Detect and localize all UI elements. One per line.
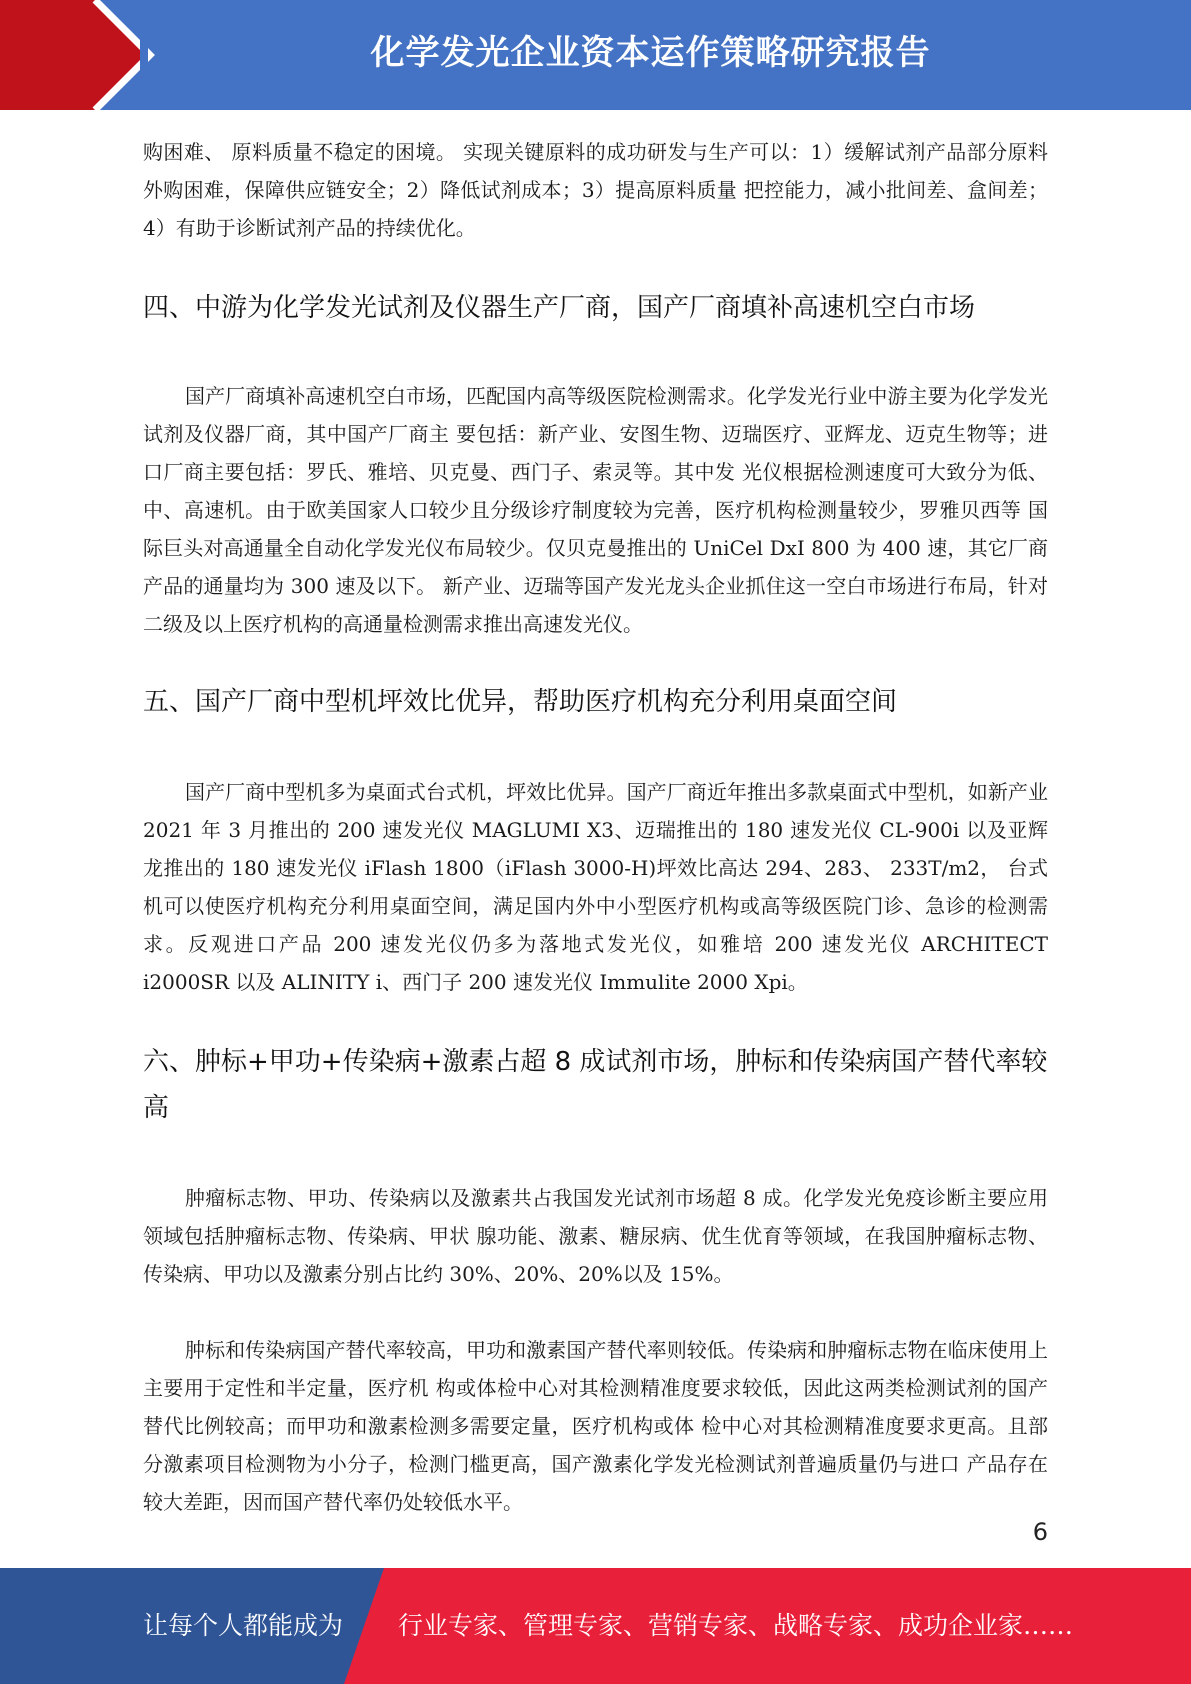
page-body (143, 133, 1048, 1521)
footer-slogan-right: 行业专家、管理专家、营销专家、战略专家、成功企业家…… (398, 1611, 1074, 1640)
paragraph-benchtop: 国产厂商中型机多为桌面式台式机，坪效比优异。国产厂商近年推出多款桌面式中型机，如新产业 2021 年 3 月推出的 200 速发光仪 MAGLUMI X3、迈瑞推出的 180 速发光仪 CL-900i 以及亚辉龙推出的 180 速发光仪 iFlash 1800（iFlash 3000-H)坪效比高达 294、283、 233T/m2， 台式机可以使医疗机构充分利用桌面空间，满足国内外中小型医疗机构或高等级医院门诊、急诊的检测需求。反观进口产品 200 速发光仪仍多为落地式发光仪，如雅培 200 速发光仪 ARCHITECT i2000SR 以及 ALINITY i、西门子 200 速发光仪 Immulite 2000 Xpi。 (143, 780, 1048, 994)
paragraph-substitution-rate: 肿标和传染病国产替代率较高，甲功和激素国产替代率则较低。传染病和肿瘤标志物在临床使用上主要用于定性和半定量，医疗机 构或体检中心对其检测精准度要求较低，因此这两类检测试剂的国产替代比例较高；而甲功和激素检测多需要定量，医疗机构或体 检中心对其检测精准度要求更高。且部分激素项目检测物为小分子，检测门槛更高，国产激素化学发光检测试剂普遍质量仍与进口 产品存在较大差距，因而国产替代率仍处较低水平。 (143, 1338, 1048, 1514)
section-heading-5: 五、国产厂商中型机坪效比优异，帮助医疗机构充分利用桌面空间 (143, 687, 898, 717)
report-title: 化学发光企业资本运作策略研究报告 (370, 33, 931, 73)
page-number: 6 (1032, 1518, 1048, 1546)
paragraph-market-share: 肿瘤标志物、甲功、传染病以及激素共占我国发光试剂市场超 8 成。化学发光免疫诊断主要应用领域包括肿瘤标志物、传染病、甲状 腺功能、激素、糖尿病、优生优育等领域，在我国肿瘤标志物、传染病、甲功以及激素分别占比约 30%、20%、20%以及 15%。 (143, 1186, 1048, 1286)
page-footer (0, 1568, 1191, 1684)
footer-slogan-left: 让每个人都能成为 (143, 1611, 344, 1640)
page-header (0, 0, 1191, 110)
section-heading-6: 六、肿标+甲功+传染病+激素占超 8 成试剂市场，肿标和传染病国产替代率较高 (143, 1047, 1048, 1123)
paragraph-raw-materials: 购困难、 原料质量不稳定的困境。 实现关键原料的成功研发与生产可以：1）缓解试剂产品部分原料外购困难，保障供应链安全；2）降低试剂成本；3）提高原料质量 把控能力，减小批间差、盒间差；4）有助于诊断试剂产品的持续优化。 (143, 140, 1048, 240)
section-heading-4: 四、中游为化学发光试剂及仪器生产厂商，国产厂商填补高速机空白市场 (143, 293, 976, 323)
paragraph-midstream: 国产厂商填补高速机空白市场，匹配国内高等级医院检测需求。化学发光行业中游主要为化学发光试剂及仪器厂商，其中国产厂商主 要包括：新产业、安图生物、迈瑞医疗、亚辉龙、迈克生物等；进口厂商主要包括：罗氏、雅培、贝克曼、西门子、索灵等。其中发 光仪根据检测速度可大致分为低、中、高速机。由于欧美国家人口较少且分级诊疗制度较为完善，医疗机构检测量较少，罗雅贝西等 国际巨头对高通量全自动化学发光仪布局较少。仅贝克曼推出的 UniCel DxI 800 为 400 速，其它厂商产品的通量均为 300 速及以下。 新产业、迈瑞等国产发光龙头企业抓住这一空白市场进行布局，针对二级及以上医疗机构的高通量检测需求推出高速发光仪。 (143, 384, 1048, 636)
